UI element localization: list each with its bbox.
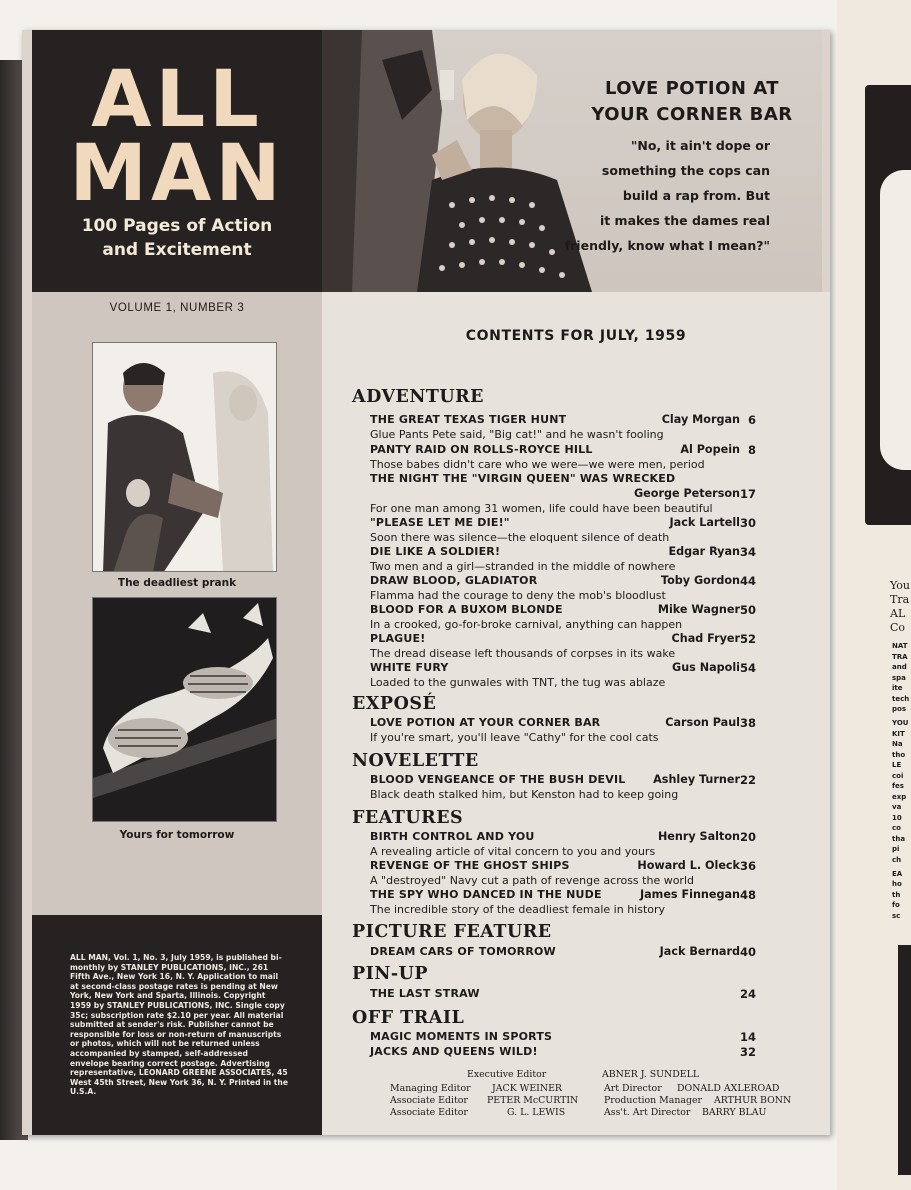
tagline-line2: and Excitement: [102, 240, 252, 260]
adjacent-page-small-text-line: tho: [892, 750, 906, 759]
adjacent-page-small-text-line: spa: [892, 673, 906, 682]
entry-description: Black death stalked him, but Kenston had to keep going: [370, 788, 679, 801]
staff-name: PETER McCURTIN: [487, 1095, 579, 1106]
adjacent-page-small-text-line: exp: [892, 792, 907, 801]
adjacent-page-small-text-line: va: [892, 803, 902, 811]
contents-title: CONTENTS FOR JULY, 1959: [465, 328, 687, 344]
section-heading-features: FEATURES: [352, 808, 464, 828]
tagline-line1: 100 Pages of Action: [81, 216, 273, 236]
adjacent-page-small-text-line: ho: [892, 880, 902, 888]
adjacent-page-circle: [880, 170, 911, 470]
adjacent-page-text: You: [890, 579, 911, 592]
illustration-dream-car: [92, 597, 277, 822]
entry-author: Mike Wagner: [657, 603, 740, 616]
entry-page: 22: [739, 773, 756, 787]
entry-title: LOVE POTION AT YOUR CORNER BAR: [370, 716, 601, 729]
photo-quote-line: build a rap from. But: [622, 188, 770, 203]
entry-page: 6: [747, 413, 756, 427]
illustration-caption-2: Yours for tomorrow: [119, 829, 235, 841]
staff-name: JACK WEINER: [492, 1083, 562, 1094]
entry-description: For one man among 31 women, life could have been beautiful: [370, 502, 713, 515]
entry-title: THE GREAT TEXAS TIGER HUNT: [370, 413, 567, 426]
adjacent-page-small-text-line: LE: [892, 761, 902, 769]
entry-page: 30: [739, 516, 756, 530]
magazine-title-line2: MAN: [69, 129, 285, 219]
section-heading-adventure: ADVENTURE: [352, 387, 485, 407]
entry-author: Ashley Turner: [653, 773, 740, 786]
entry-author: James Finnegan: [639, 888, 740, 901]
photo-quote-line: it makes the dames real: [599, 213, 770, 228]
entry-page: 32: [739, 1045, 756, 1059]
entry-title: DREAM CARS OF TOMORROW: [370, 945, 556, 958]
staff-label: Ass't. Art Director: [604, 1107, 691, 1118]
entry-title: DIE LIKE A SOLDIER!: [370, 545, 501, 558]
entry-page: 38: [739, 716, 756, 730]
adjacent-page-small-text-line: coi: [892, 771, 904, 780]
entry-author: Al Popein: [680, 443, 740, 456]
entry-page: 24: [739, 987, 756, 1001]
masthead: [32, 30, 322, 292]
photo-quote-line: friendly, know what I mean?": [564, 238, 770, 253]
publisher-notice: ALL MAN, Vol. 1, No. 3, July 1959, is published bi-monthly by STANLEY PUBLICATIONS, INC., 261 Fifth Ave., New York 16, N. Y. Application to mail at second-class postage rates is pending at New York, New York and Sparta, Illinois. Copyright 1959 by STANLEY PUBLICATIONS, INC. Single copy 35c; subscription rate $2.10 per year. All material submitted at sender's risk. Publisher cannot be responsible for loss or non-return of manuscripts or photos, which will not be returned unless accompanied by stamped, self-addressed envelope bearing correct postage. Advertising representative, LEONARD GREENE ASSOCIATES, 45 West 45th Street, New York 36, N. Y. Printed in the U.S.A.: [70, 953, 288, 1097]
entry-page: 40: [739, 945, 756, 959]
adjacent-page-small-text-line: NAT: [892, 642, 908, 650]
entry-description: A revealing article of vital concern to you and yours: [370, 845, 656, 858]
entry-page: 48: [739, 888, 756, 902]
entry-description: Soon there was silence—the eloquent silence of death: [370, 531, 670, 544]
illustration-caption-1: The deadliest prank: [117, 577, 237, 589]
entry-title: DRAW BLOOD, GLADIATOR: [370, 574, 538, 587]
adjacent-page-small-text-line: sc: [892, 911, 901, 920]
entry-title: PLAGUE!: [370, 632, 426, 645]
entry-author: Jack Bernard: [659, 945, 740, 958]
section-heading-pinup: PIN-UP: [352, 964, 429, 984]
entry-title: THE SPY WHO DANCED IN THE NUDE: [370, 888, 602, 901]
entry-description: The incredible story of the deadliest female in history: [370, 903, 666, 916]
entry-page: 34: [739, 545, 756, 559]
entry-page: 54: [739, 661, 756, 675]
adjacent-page-graphic-bottom: [898, 945, 911, 1175]
illustration-deadliest-prank: [92, 342, 277, 572]
entry-description: Two men and a girl—stranded in the middle of nowhere: [370, 560, 676, 573]
entry-page: 8: [747, 443, 756, 457]
adjacent-page-small-text-line: tech: [892, 694, 910, 703]
adjacent-page-small-text-line: th: [892, 890, 901, 899]
staff-label: Associate Editor: [390, 1107, 468, 1118]
entry-description: Glue Pants Pete said, "Big cat!" and he wasn't fooling: [370, 428, 664, 441]
entry-author: Gus Napoli: [672, 661, 740, 674]
entry-author: Toby Gordon: [660, 574, 740, 587]
entry-page: 20: [739, 830, 756, 844]
photo-quote-line: something the cops can: [601, 163, 770, 178]
entry-title: BIRTH CONTROL AND YOU: [370, 830, 535, 843]
adjacent-page-small-text-line: YOU: [892, 719, 909, 727]
entry-page: 44: [739, 574, 756, 588]
entry-description: Loaded to the gunwales with TNT, the tug was ablaze: [370, 676, 666, 689]
section-heading-expose: EXPOSÉ: [352, 694, 437, 714]
adjacent-page-text: AL: [890, 607, 906, 620]
section-heading-picture-feature: PICTURE FEATURE: [352, 922, 552, 942]
section-heading-novelette: NOVELETTE: [352, 751, 479, 771]
adjacent-page-small-text-line: fes: [892, 782, 904, 790]
staff-name: ARTHUR BONN: [714, 1095, 792, 1106]
entry-author: Howard L. Oleck: [637, 859, 740, 872]
entry-page: 52: [739, 632, 756, 646]
adjacent-page-small-text-line: pi: [892, 845, 900, 853]
entry-title: WHITE FURY: [370, 661, 449, 674]
staff-label: Art Director: [604, 1083, 662, 1094]
adjacent-page-text: Co: [890, 621, 906, 634]
section-heading-off-trail: OFF TRAIL: [352, 1008, 465, 1028]
entry-author: Carson Paul: [665, 716, 740, 729]
staff-name: ABNER J. SUNDELL: [602, 1069, 700, 1080]
adjacent-page-small-text-line: ch: [892, 855, 902, 864]
entry-page: 14: [739, 1030, 756, 1044]
entry-title: PANTY RAID ON ROLLS-ROYCE HILL: [370, 443, 593, 456]
entry-page: 50: [739, 603, 756, 617]
entry-title: "PLEASE LET ME DIE!": [370, 516, 510, 529]
entry-title: REVENGE OF THE GHOST SHIPS: [370, 859, 570, 872]
entry-page: 36: [739, 859, 756, 873]
adjacent-page-small-text-line: pos: [892, 705, 906, 713]
staff-label: Executive Editor: [467, 1069, 547, 1080]
entry-description: A "destroyed" Navy cut a path of revenge across the world: [370, 874, 694, 887]
adjacent-page-small-text-line: and: [892, 663, 907, 671]
entry-description: If you're smart, you'll leave "Cathy" for the cool cats: [370, 731, 659, 744]
entry-author: Henry Salton: [657, 830, 740, 843]
staff-label: Production Manager: [604, 1095, 702, 1106]
entry-description: Flamma had the courage to deny the mob's bloodlust: [370, 589, 666, 602]
magazine-title-line1: ALL: [91, 55, 263, 145]
cover-photo: [322, 30, 822, 292]
adjacent-page-small-text-line: 10: [892, 813, 902, 822]
adjacent-page-small-text-line: tha: [892, 834, 906, 843]
entry-title: JACKS AND QUEENS WILD!: [370, 1045, 538, 1058]
entry-page: 17: [739, 487, 756, 501]
adjacent-page-small-text-line: fo: [892, 901, 900, 909]
staff-name: DONALD AXLEROAD: [677, 1083, 780, 1094]
entry-title: THE NIGHT THE "VIRGIN QUEEN" WAS WRECKED: [370, 472, 676, 485]
publisher-block: [32, 915, 322, 1135]
adjacent-page-text: Tra: [890, 593, 910, 606]
photo-headline-line1: LOVE POTION AT: [604, 78, 780, 99]
entry-author: Edgar Ryan: [668, 545, 740, 558]
entry-title: THE LAST STRAW: [370, 987, 480, 1000]
entry-title: BLOOD VENGEANCE OF THE BUSH DEVIL: [370, 773, 626, 786]
photo-headline-line2: YOUR CORNER BAR: [591, 104, 793, 125]
entry-author: George Peterson: [633, 487, 740, 500]
entry-author: Clay Morgan: [661, 413, 740, 426]
entry-title: BLOOD FOR A BUXOM BLONDE: [370, 603, 563, 616]
entry-description: The dread disease left thousands of corpses in its wake: [370, 647, 676, 660]
entry-description: In a crooked, go-for-broke carnival, anything can happen: [370, 618, 683, 631]
adjacent-page-small-text-line: TRA: [892, 652, 908, 661]
staff-name: G. L. LEWIS: [507, 1107, 566, 1118]
staff-label: Associate Editor: [390, 1095, 468, 1106]
table-of-contents: [322, 292, 830, 1135]
adjacent-page-small-text-line: KIT: [892, 729, 905, 738]
adjacent-page-small-text-line: ite: [892, 684, 903, 692]
left-column: [32, 292, 322, 915]
adjacent-page-small-text-line: Na: [892, 740, 903, 748]
magazine-page: [22, 30, 830, 1135]
entry-title: MAGIC MOMENTS IN SPORTS: [370, 1030, 553, 1043]
entry-author: Chad Fryer: [671, 632, 740, 645]
staff-label: Managing Editor: [390, 1083, 471, 1094]
entry-description: Those babes didn't care who we were—we were men, period: [370, 458, 705, 471]
staff-name: BARRY BLAU: [702, 1107, 767, 1118]
entry-author: Jack Lartell: [669, 516, 740, 529]
adjacent-page-small-text-line: co: [892, 824, 901, 832]
photo-quote-line: "No, it ain't dope or: [630, 138, 770, 153]
volume-number: VOLUME 1, NUMBER 3: [109, 302, 245, 314]
adjacent-page-small-text-line: EA: [892, 869, 903, 878]
